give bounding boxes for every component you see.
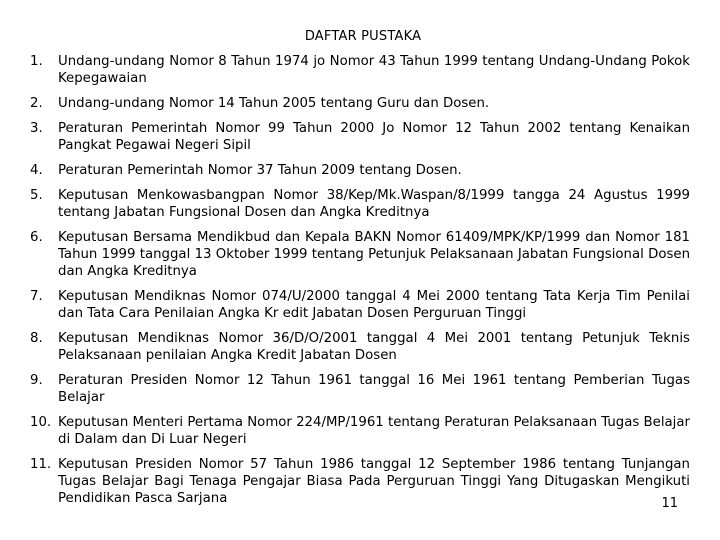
reference-number: 8. xyxy=(30,331,43,346)
reference-number: 3. xyxy=(30,121,43,136)
reference-number: 5. xyxy=(30,188,43,203)
reference-item xyxy=(30,187,690,221)
reference-item xyxy=(30,414,690,448)
reference-number: 7. xyxy=(30,289,43,304)
reference-text: Undang-undang Nomor 8 Tahun 1974 jo Nomor 43 Tahun 1999 tentang Undang-Undang Pokok Kepegawaian xyxy=(58,54,690,86)
reference-list xyxy=(30,53,690,515)
reference-item xyxy=(30,53,690,87)
reference-number: 11. xyxy=(30,457,52,472)
reference-item xyxy=(30,229,690,280)
reference-item xyxy=(30,120,690,154)
reference-number: 1. xyxy=(30,54,43,69)
reference-text: Keputusan Menteri Pertama Nomor 224/MP/1961 tentang Peraturan Pelaksanaan Tugas Belajar di Dalam dan Di Luar Negeri xyxy=(58,415,690,447)
reference-text: Keputusan Bersama Mendikbud dan Kepala BAKN Nomor 61409/MPK/KP/1999 dan Nomor 181 Tahun 1999 tanggal 13 Oktober 1999 tentang Petunjuk Pelaksanaan Jabatan Fungsional Dosen dan Angka Kreditnya xyxy=(58,230,690,279)
reference-number: 4. xyxy=(30,163,43,178)
reference-text: Peraturan Pemerintah Nomor 37 Tahun 2009 tentang Dosen. xyxy=(58,163,462,178)
reference-item xyxy=(30,456,690,507)
reference-text: Peraturan Presiden Nomor 12 Tahun 1961 tanggal 16 Mei 1961 tentang Pemberian Tugas Belajar xyxy=(58,373,690,405)
reference-text: Keputusan Mendiknas Nomor 074/U/2000 tanggal 4 Mei 2000 tentang Tata Kerja Tim Penilai dan Tata Cara Penilaian Angka Kr edit Jabatan Dosen Perguruan Tinggi xyxy=(58,289,690,321)
reference-number: 6. xyxy=(30,230,43,245)
reference-text: Undang-undang Nomor 14 Tahun 2005 tentang Guru dan Dosen. xyxy=(58,96,490,111)
page-title: DAFTAR PUSTAKA xyxy=(304,29,422,44)
page-number: 11 xyxy=(661,496,678,511)
reference-item xyxy=(30,288,690,322)
reference-item xyxy=(30,330,690,364)
reference-text: Keputusan Mendiknas Nomor 36/D/O/2001 tanggal 4 Mei 2001 tentang Petunjuk Teknis Pelaksanaan penilaian Angka Kredit Jabatan Dosen xyxy=(58,331,690,363)
reference-number: 10. xyxy=(30,415,52,430)
reference-text: Peraturan Pemerintah Nomor 99 Tahun 2000 Jo Nomor 12 Tahun 2002 tentang Kenaikan Pangkat Pegawai Negeri Sipil xyxy=(58,121,690,153)
reference-text: Keputusan Menkowasbangpan Nomor 38/Kep/Mk.Waspan/8/1999 tangga 24 Agustus 1999 tentang Jabatan Fungsional Dosen dan Angka Kreditnya xyxy=(58,188,690,220)
reference-item xyxy=(30,372,690,406)
reference-item xyxy=(30,95,690,112)
reference-text: Keputusan Presiden Nomor 57 Tahun 1986 tanggal 12 September 1986 tentang Tunjangan Tugas Belajar Bagi Tenaga Pengajar Biasa Pada Perguruan Tinggi Yang Ditugaskan Mengikuti Pendidikan Pasca Sarjana xyxy=(58,457,690,506)
reference-item xyxy=(30,162,690,179)
reference-number: 9. xyxy=(30,373,43,388)
reference-number: 2. xyxy=(30,96,43,111)
